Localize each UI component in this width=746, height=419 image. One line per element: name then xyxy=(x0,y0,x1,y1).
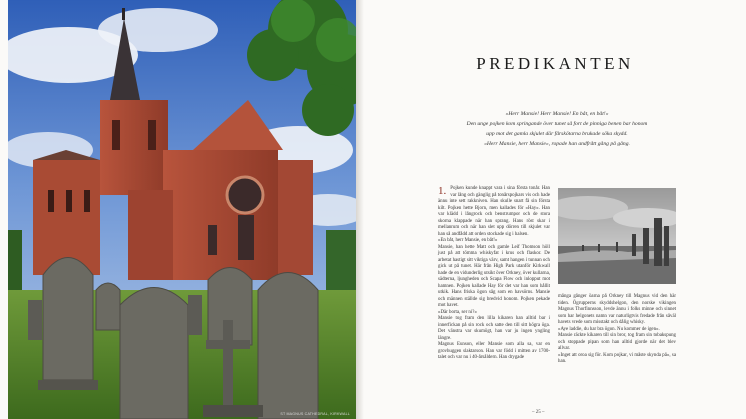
chapter-title: PREDIKANTEN xyxy=(476,54,634,73)
paragraph: Mansie tog fram den lilla kikaren han alltid bar i innerfickan på sin rock och satte den till sitt högra öga. Det vänstra var skumögt, han var ju ingen yngling längre. xyxy=(438,316,550,341)
page-number: – 25 – xyxy=(532,410,545,415)
intro-epigraph xyxy=(432,109,682,149)
paragraph: »Inget att oroa sig för. Kom pojkar, vi måste skynda på«, sa han. xyxy=(558,352,676,364)
intro-line: »Herr Mansie, herr Mansie«, ropade han andfrått gång på gång. xyxy=(484,141,630,147)
cathedral-photo xyxy=(8,0,356,419)
paragraph: Mansie räckte kikaren till sin bror, tog fram sin tobakspung och stoppade pipan som han alltid gjorde när det blev allvar. xyxy=(558,333,676,351)
intro-line: upp mot det gamla skjulet där fårskötarna brukade söka skydd. xyxy=(486,131,628,137)
paragraph: Mansie, han hette Matt och gamle Leif Thomson höll just på att tömma whiskyfat i krus och flaskor. De arbetat hastigt sitt viktiga värv, samt hangen i tunnan och gick ut på tunet. Här från High Park utanför Kirkwall hade de en vidunderlig utsikt över Orkney, över kullarna, sädterna, ljungheden och Scapa Flow och inlopput mot hamnen. Pojken kallade Hay för det var han som hållit utkik. Hans friska ögon såg som en havsörns. Mansie och männen ställde sig bredvid honom. Pojken pekade mot havet. xyxy=(438,244,550,308)
paragraph: många gånger öarna på Orkney till Magnus vid den här tiden. Ögrupperns skyddshelgon, den norske vikingen Magnus Thorfinnsson, levde ännu i folks minne och sinnet som har helgonets namn var naturligtvis fredade från såväl havets vrede som misstakt och dålig whisky. xyxy=(558,294,676,325)
body-column-right xyxy=(558,294,676,366)
intro-line: Den unge pojken kom springande över tunet så fort de pinniga benen bar honom xyxy=(466,121,648,127)
paragraph: Magnus Eunson, eller Mansie som alla sa, var en grovhuggen slaktarson. Han var född i mitten av 1700-talet och var nu i 40-årsåldern. Han drygade xyxy=(438,342,550,360)
paragraph: »Aye laddie, du har bra ögon. Nu kommer de igen«. xyxy=(558,326,660,332)
paragraph: Pojken kunde knappt vara i sina första tonår. Han var lång och gänglig på tonårspojkars vis och hade ännu inte sett rakkniven. Han skulle snart få sin första kilt. Pojken hette Bjorn, men kallades för »Hay«. Han var klädd i långrock och benstrumpor och de stora skorna klappade när han sprang. Hans röst skar i mellanrum och när han slet upp dörren till skjulet var han så andfådd att orden stockade sig i halsen. xyxy=(438,186,550,237)
paragraph: »En båt, herr Mansie, en båt!« xyxy=(438,238,498,243)
standing-stones-photo xyxy=(558,188,676,284)
intro-line: »Herr Mansie! Herr Mansie! En båt, en båt!« xyxy=(505,111,609,117)
drop-cap: 1. xyxy=(438,185,447,197)
cathedral-illustration xyxy=(8,0,356,419)
standing-stones-illustration xyxy=(558,188,676,284)
body-column-left xyxy=(438,186,550,362)
photo-credit: ST MAGNUS CATHEDRAL, KIRKWALL xyxy=(280,412,350,416)
paragraph: »Där borta, ser ni?« xyxy=(438,309,477,315)
page-gutter xyxy=(356,0,364,419)
